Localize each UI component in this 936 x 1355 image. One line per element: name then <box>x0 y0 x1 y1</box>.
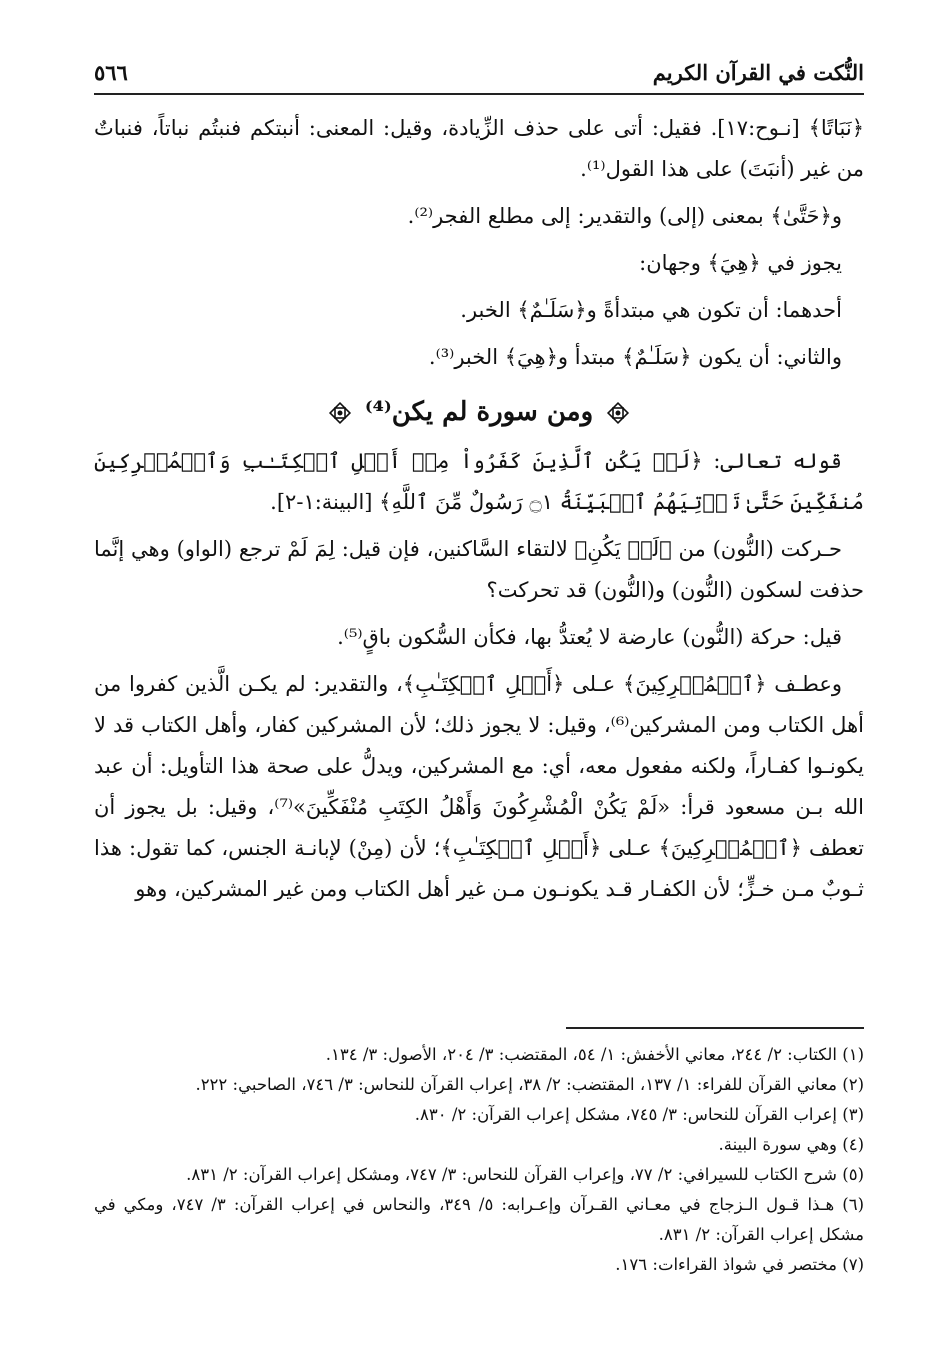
paragraph-5: والثاني: أن يكون ﴿سَلَـٰمٌ﴾ مبتدأ و﴿هِيَ﴾ الخبر⁽³⁾. <box>428 345 842 369</box>
paragraph-8: قيل: حركة (النُّون) عارضة لا يُعتدُّ بها، فكأن السُّكون باقٍ⁽⁵⁾. <box>337 625 842 649</box>
paragraph-4: أحدهما: أن تكون هي مبتدأةً و﴿سَلَـٰمٌ﴾ الخبر. <box>460 298 842 322</box>
paragraph-3: يجوز في ﴿هِيَ﴾ وجهان: <box>639 251 842 275</box>
paragraph-2: و﴿حَتَّىٰ﴾ بمعنى (إلى) والتقدير: إلى مطلع الفجر⁽²⁾. <box>407 204 842 228</box>
footnote-1: (١) الكتاب: ٢/ ٢٤٤، معاني الأخفش: ١/ ٥٤، المقتضب: ٣/ ٢٠٤، الأصول: ٣/ ١٣٤. <box>325 1045 864 1064</box>
page-number: ٥٦٦ <box>94 59 128 85</box>
footnote-6: (٦) هـذا قـول الـزجاج في معـاني القـرآن وإعـرابه: ٥/ ٣٤٩، والنحاس في إعراب القرآن: ٣/ ٧٤٧، ومكي في مشكل إعراب القرآن: ٢/ ٨٣١. <box>94 1195 865 1244</box>
section-heading-text: ومن سورة لم يكن⁽⁴⁾ <box>364 397 594 427</box>
paragraph-1: ﴿نَبَاتًا﴾ [نـوح:١٧]. فقيل: أتى على حذف الزِّيادة، وقيل: المعنى: أنبتكم فنبتُم نباتاً، فنباتٌ من غير (أنبَتَ) على هذا القول⁽¹⁾. <box>94 116 864 181</box>
ornament-right-icon <box>603 398 633 428</box>
section-heading <box>94 392 864 433</box>
footnotes <box>94 1040 864 1280</box>
book-title: النُّكت في القرآن الكريم <box>652 59 864 85</box>
footnote-5: (٥) شرح الكتاب للسيرافي: ٢/ ٧٧، وإعراب القرآن للنحاس: ٣/ ٧٤٧، ومشكل إعراب القرآن: ٢/ ٨٣١. <box>186 1165 864 1184</box>
ornament-left-icon <box>325 398 355 428</box>
page-header <box>94 52 864 92</box>
footnote-3: (٣) إعراب القرآن للنحاس: ٣/ ٧٤٥، مشكل إعراب القرآن: ٢/ ٨٣٠. <box>414 1105 864 1124</box>
footnote-7: (٧) مختصر في شواذ القراءات: ١٧٦. <box>615 1255 864 1274</box>
footnote-divider <box>566 1027 864 1029</box>
header-divider <box>94 93 864 95</box>
main-text <box>94 108 864 916</box>
footnote-4: (٤) وهي سورة البينة. <box>718 1135 864 1154</box>
paragraph-7: حـركت (النُّون) من ﴿لَمۡ يَكُنِ﴾ لالتقاء السَّاكنين، فإن قيل: لِمَ لَمْ ترجع (الواو) وهي إنَّما حذفت لسكون (النُّون) و(النُّون) قد تحركت؟ <box>94 537 864 602</box>
footnote-2: (٢) معاني القرآن للفراء: ١/ ١٣٧، المقتضب: ٢/ ٣٨، إعراب القرآن للنحاس: ٣/ ٧٤٦، الصاحبي: ٢٢٢. <box>195 1075 864 1094</box>
paragraph-9: وعطـف ﴿ٱلۡمُشۡرِكِينَ﴾ عـلى ﴿أَهۡلِ ٱلۡكِتَـٰبِ﴾، والتقدير: لم يكـن الَّذين كفروا من أهل الكتاب ومن المشركين⁽⁶⁾، وقيل: لا يجوز ذلك؛ لأن المشركين كفار، وأهل الكتاب قد لا يكونـوا كفـاراً، ولكنه مفعول معه، أي: مع المشركين، ويدلُّ على صحة هذا التأويل: أن عبد الله بـن مسعود قرأ: «لَمْ يَكُنْ الْمُشْرِكُونَ وَأَهْلُ الكِتَبِ مُنْفَكِّينَ»⁽⁷⁾، وقيل: بل يجوز أن تعطف ﴿ٱلۡمُشۡرِكِينَ﴾ عـلى ﴿أَهۡلِ ٱلۡكِتَـٰبِ﴾؛ لأن (مِنْ) لإبانـة الجنس، كما تقول: هذا ثـوبٌ مـن خـزٍّ؛ لأن الكفـار قـد يكونـون مـن غير أهل الكتاب ومن غير المشركين، وهو <box>94 672 864 901</box>
paragraph-6: قوله تعالى: ﴿لَمۡ يَكُنِ ٱلَّذِينَ كَفَرُواْ مِنۡ أَهۡلِ ٱلۡكِتَـٰبِ وَٱلۡمُشۡرِكِينَ مُنفَكِّينَ حَتَّىٰ تَأۡتِيَهُمُ ٱلۡبَيِّنَةُ ۝١ رَسُولٌ مِّنَ ٱللَّهِ﴾ [البينة:١-٢]. <box>94 449 864 514</box>
